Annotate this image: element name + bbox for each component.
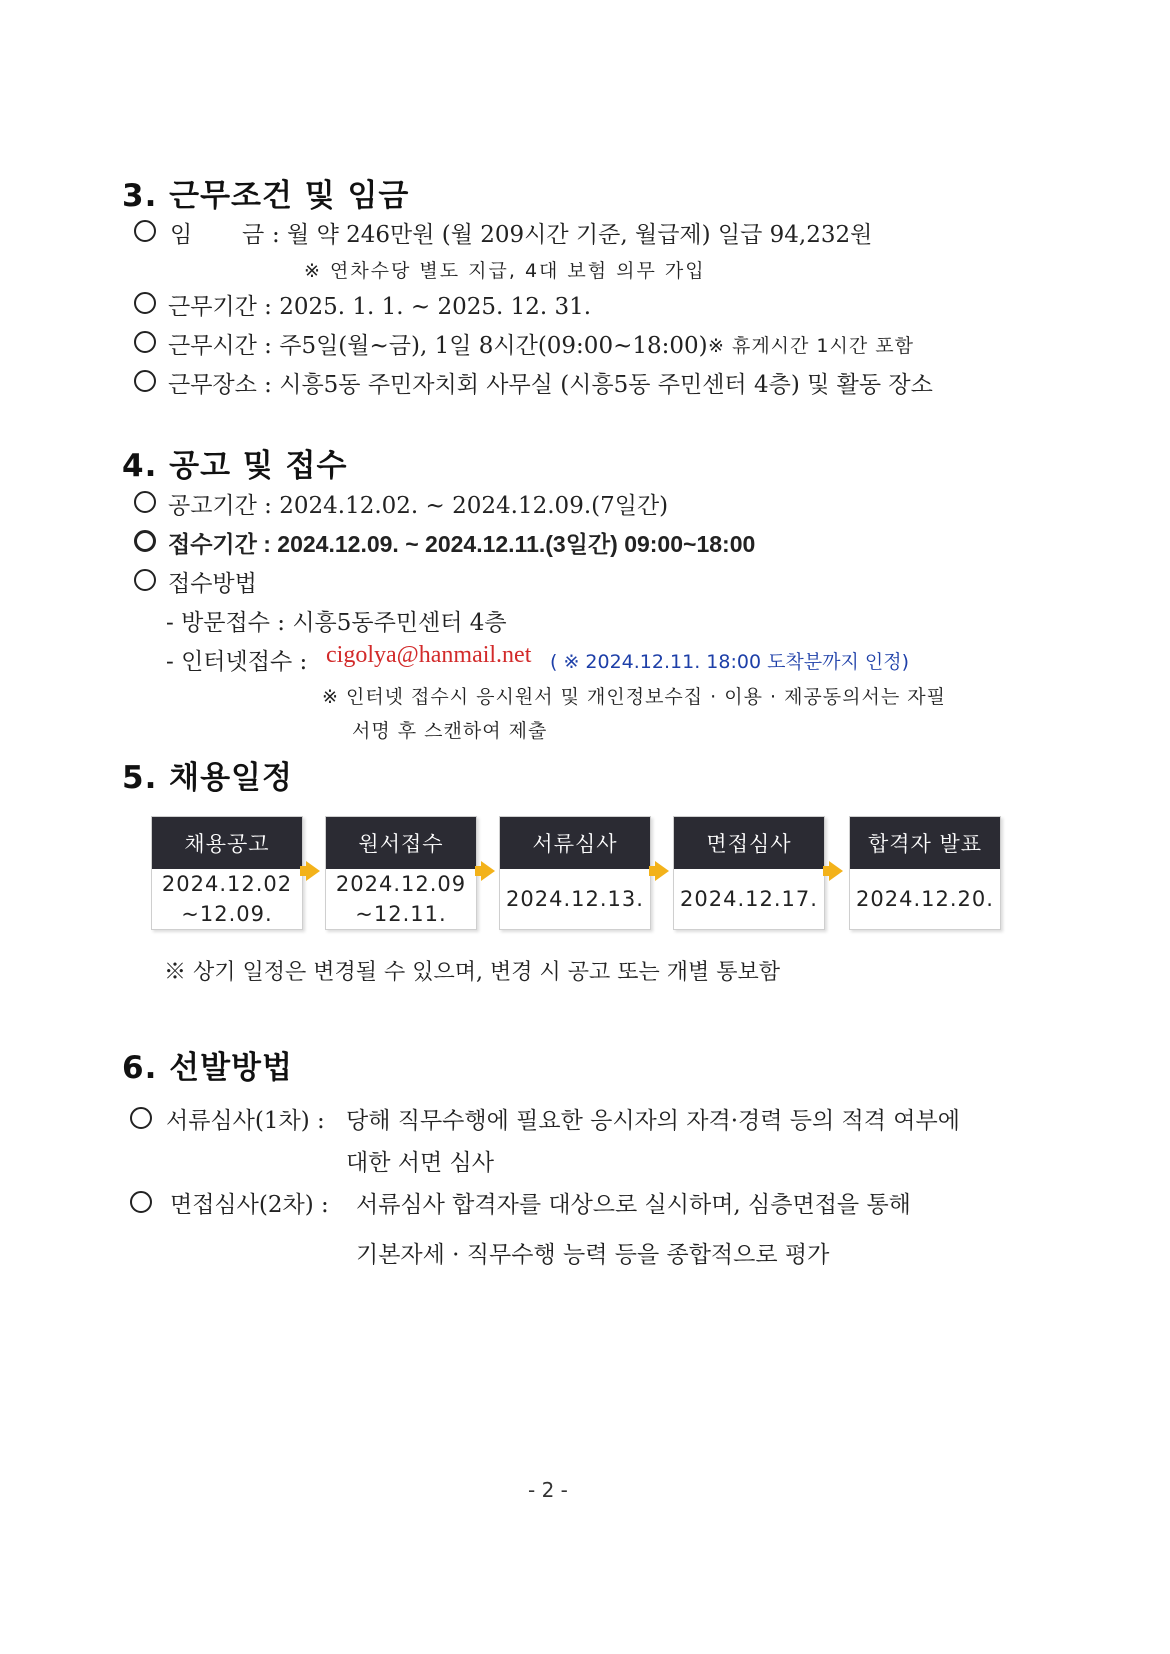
schedule-note: ※ 상기 일정은 변경될 수 있으며, 변경 시 공고 또는 개별 통보함	[164, 960, 780, 985]
schedule-step-date: 2024.12.09 ~12.11.	[335, 872, 467, 926]
bullet-circle-icon	[134, 530, 156, 552]
bullet-circle-icon	[130, 1107, 152, 1129]
bullet-circle-icon	[134, 491, 156, 513]
schedule-step-date: 2024.12.02 ~12.09.	[161, 872, 293, 926]
doc-review-line2: 대한 서면 심사	[346, 1150, 494, 1176]
internet-note-line2: 서명 후 스캔하여 제출	[352, 720, 548, 742]
schedule-step-date: 2024.12.17.	[680, 887, 818, 911]
work-period: 근무기간 : 2025. 1. 1. ~ 2025. 12. 31.	[168, 294, 592, 320]
schedule-step-label: 원서접수	[326, 817, 476, 869]
interview-label: 면접심사(2차) :	[170, 1192, 329, 1218]
schedule-step	[673, 816, 825, 930]
section-4-title: 4. 공고 및 접수	[122, 448, 348, 484]
schedule-step-label: 채용공고	[152, 817, 302, 869]
doc-review-label: 서류심사(1차) :	[166, 1108, 325, 1134]
arrow-right-icon	[829, 861, 843, 881]
section-3-title: 3. 근무조건 및 임금	[122, 178, 410, 214]
schedule-step	[849, 816, 1001, 930]
arrow-right-icon	[655, 861, 669, 881]
schedule-step	[499, 816, 651, 930]
doc-review-line1: 당해 직무수행에 필요한 응시자의 자격·경력 등의 적격 여부에	[346, 1108, 960, 1134]
schedule-step	[151, 816, 303, 930]
schedule-step-label: 서류심사	[500, 817, 650, 869]
interview-line1: 서류심사 합격자를 대상으로 실시하며, 심층면접을 통해	[356, 1192, 911, 1218]
wage-value: : 월 약 246만원 (월 209시간 기준, 월급제) 일급 94,232원	[272, 222, 873, 248]
bullet-circle-icon	[134, 220, 156, 242]
email-link[interactable]: cigolya@hanmail.net	[326, 642, 532, 668]
wage-label-2: 금	[242, 222, 265, 248]
schedule-step-date: 2024.12.20.	[856, 887, 994, 911]
schedule-step-label: 면접심사	[674, 817, 824, 869]
work-hours-note: ※ 휴게시간 1시간 포함	[708, 335, 914, 357]
interview-line2: 기본자세 · 직무수행 능력 등을 종합적으로 평가	[356, 1242, 830, 1268]
schedule-step	[325, 816, 477, 930]
internet-note-line1: ※ 인터넷 접수시 응시원서 및 개인정보수집 · 이용 · 제공동의서는 자필	[322, 686, 946, 708]
work-hours: 근무시간 : 주5일(월~금), 1일 8시간(09:00~18:00)	[168, 333, 708, 359]
visit-receipt: - 방문접수 : 시흥5동주민센터 4층	[166, 610, 507, 636]
internet-receipt-label: - 인터넷접수 :	[166, 649, 308, 675]
bullet-circle-icon	[134, 292, 156, 314]
schedule-step-label: 합격자 발표	[850, 817, 1000, 869]
wage-note: ※ 연차수당 별도 지급, 4대 보험 의무 가입	[304, 260, 706, 282]
section-5-title: 5. 채용일정	[122, 760, 293, 796]
wage-label-1: 임	[170, 222, 193, 248]
section-6-title: 6. 선발방법	[122, 1050, 293, 1086]
schedule-step-date: 2024.12.13.	[506, 887, 644, 911]
receipt-method: 접수방법	[168, 571, 257, 597]
notice-period: 공고기간 : 2024.12.02. ~ 2024.12.09.(7일간)	[168, 493, 669, 519]
arrow-right-icon	[481, 861, 495, 881]
bullet-circle-icon	[130, 1191, 152, 1213]
bullet-circle-icon	[134, 569, 156, 591]
receipt-period: 접수기간 : 2024.12.09. ~ 2024.12.11.(3일간) 09:00~18:00	[168, 531, 756, 557]
bullet-circle-icon	[134, 331, 156, 353]
work-place: 근무장소 : 시흥5동 주민자치회 사무실 (시흥5동 주민센터 4층) 및 활동 장소	[168, 372, 933, 398]
internet-receipt-note: ( ※ 2024.12.11. 18:00 도착분까지 인정)	[550, 651, 910, 673]
bullet-circle-icon	[134, 370, 156, 392]
arrow-right-icon	[306, 861, 320, 881]
page-number: - 2 -	[528, 1478, 568, 1502]
